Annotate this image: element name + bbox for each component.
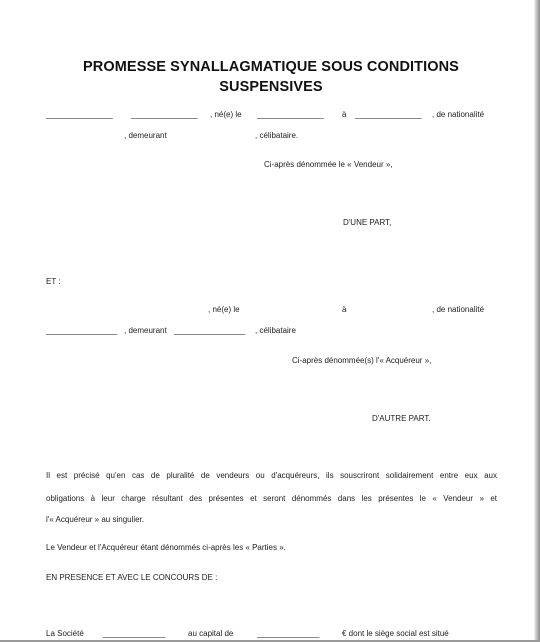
- document-title: PROMESSE SYNALLAGMATIQUE SOUS CONDITIONS SUSPENSIVES: [83, 59, 459, 95]
- presence-heading: EN PRESENCE ET AVEC LE CONCOURS DE :: [46, 573, 218, 582]
- seller-nationality-label: , de nationalité: [432, 110, 485, 119]
- capital-label: au capital de: [188, 629, 234, 638]
- buyer-residing-label: , demeurant: [124, 326, 167, 335]
- seller-part-label: D'UNE PART,: [343, 218, 392, 227]
- solidarity-paragraph-line-2: obligations à leur charge résultant des présentes et seront dénommés dans les présentes le « Vendeur » et: [46, 494, 497, 503]
- buyer-single-label: , célibataire: [255, 326, 296, 335]
- seller-line1-blank-place: _______________: [355, 110, 422, 119]
- et-label: ET :: [46, 277, 61, 286]
- seller-designation: Ci-après dénommée le « Vendeur »,: [264, 160, 393, 169]
- buyer-nationality-label: , de nationalité: [432, 305, 485, 314]
- seller-single-label: , célibataire.: [255, 131, 299, 140]
- solidarity-paragraph-line-1: Il est précisé qu'en cas de pluralité de vendeurs ou d'acquéreurs, ils souscriront solidairement entre eux aux: [46, 471, 497, 480]
- buyer-line2-blank-a: ________________: [46, 326, 118, 335]
- buyer-part-label: D'AUTRE PART.: [372, 414, 431, 423]
- company-name-blank: ______________: [103, 629, 166, 638]
- head-office-label: € dont le siège social est situé: [342, 629, 449, 638]
- capital-amount-blank: ______________: [257, 629, 320, 638]
- buyer-at-label: à: [342, 305, 347, 314]
- company-label: La Société: [46, 629, 84, 638]
- seller-born-on-label: , né(e) le: [210, 110, 242, 119]
- buyer-line2-blank-b: ________________: [174, 326, 246, 335]
- seller-line1-blank-name: _______________: [46, 110, 113, 119]
- seller-residing-label: , demeurant: [124, 131, 167, 140]
- page-edge-shadow: [534, 0, 540, 642]
- seller-line1-blank-firstname: _______________: [131, 110, 198, 119]
- seller-at-label: à: [342, 110, 347, 119]
- buyer-born-on-label: , né(e) le: [208, 305, 240, 314]
- solidarity-paragraph-line-3: l'« Acquéreur » au singulier.: [46, 515, 145, 524]
- parties-paragraph: Le Vendeur et l'Acquéreur étant dénommés ci-après les « Parties ».: [46, 543, 286, 552]
- seller-line1-blank-date: _______________: [257, 110, 324, 119]
- buyer-designation: Ci-après dénommée(s) l'« Acquéreur »,: [292, 356, 432, 365]
